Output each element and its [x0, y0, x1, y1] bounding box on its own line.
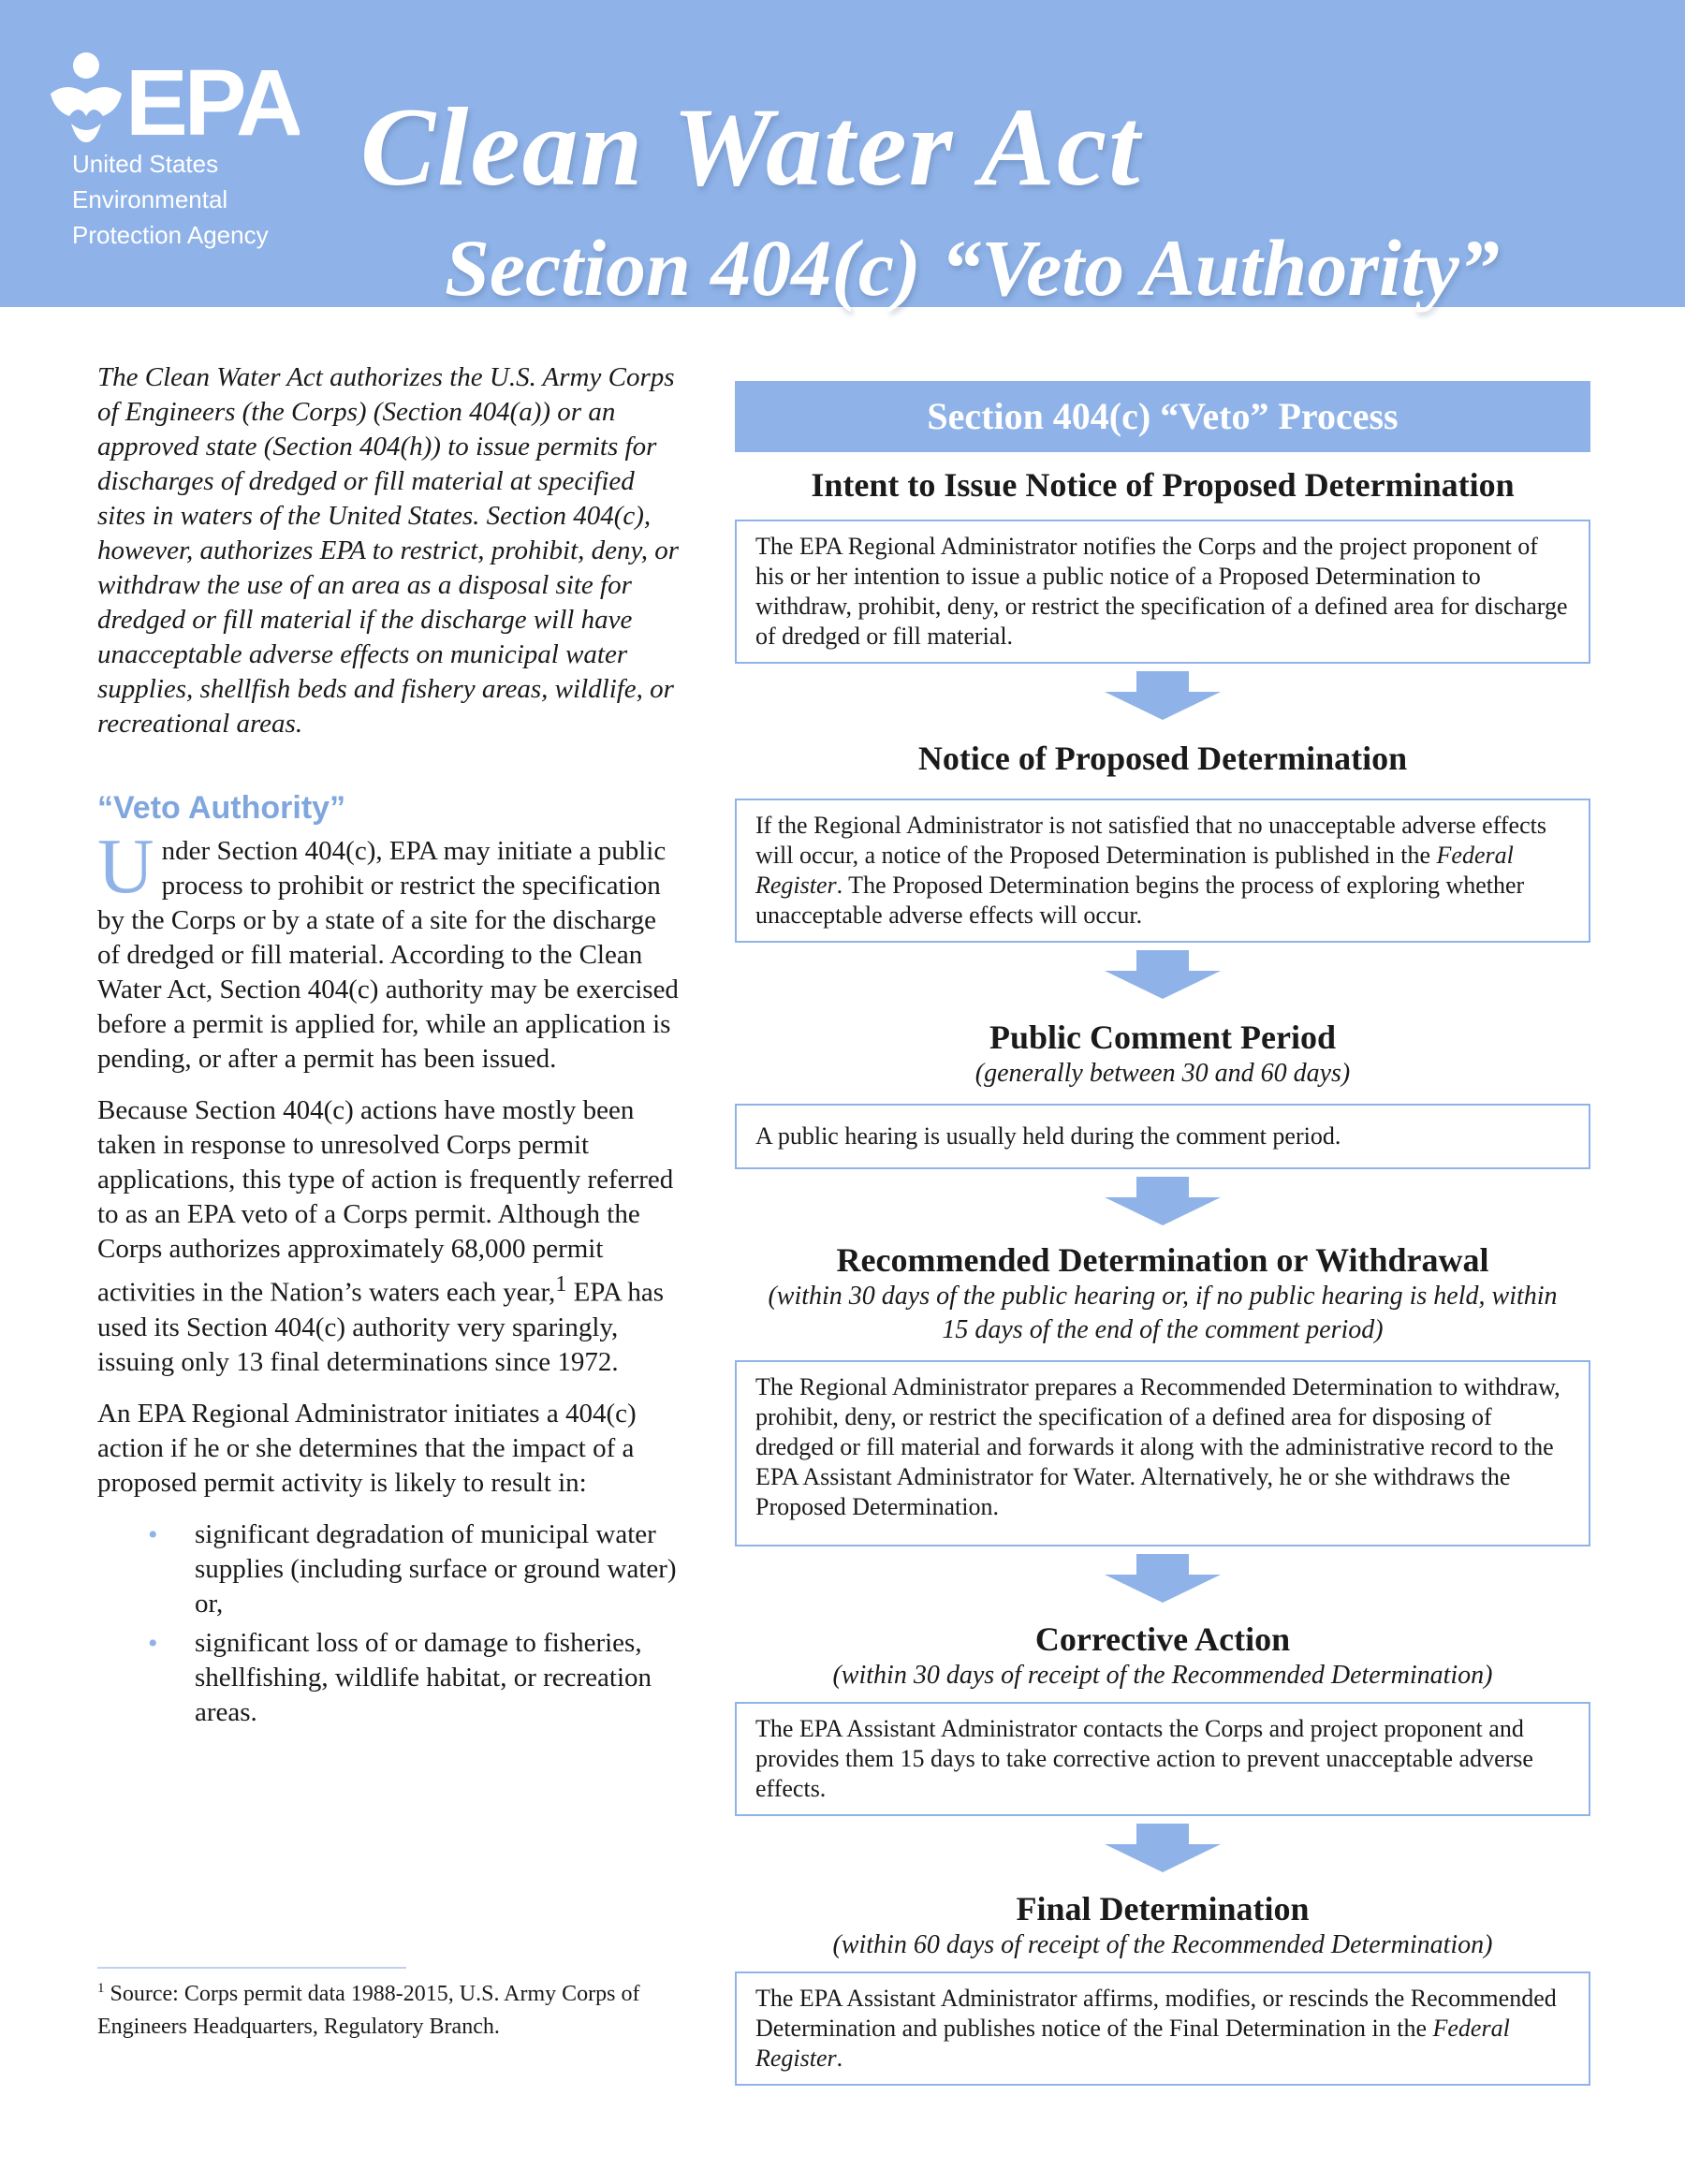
veto-authority-heading: “Veto Authority” [97, 790, 346, 826]
page-subtitle: Section 404(c) “Veto Authority” [445, 223, 1500, 313]
footnote-text: Source: Corps permit data 1988-2015, U.S. Army Corps of Engineers Headquarters, Regulatory Branch. [97, 1982, 640, 2039]
agency-line: Protection Agency [72, 221, 269, 249]
down-arrow-icon [1105, 1824, 1221, 1872]
step-title: Intent to Issue Notice of Proposed Determination [811, 466, 1515, 504]
step-title: Final Determination [1016, 1890, 1310, 1927]
intro-paragraph: The Clean Water Act authorizes the U.S. Army Corps of Engineers (the Corps) (Section 404(a)) or an approved state (Section 404(h)) to issue permits for discharges of dredged or fill material at specified sites in waters of the United States. Section 404(c), however, authorizes EPA to restrict, prohibit, deny, or withdraw the use of an area as a disposal site for dredged or fill material if the discharge will have unacceptable adverse effects on municipal water supplies, shellfish beds and fishery areas, wildlife, or recreational areas. [97, 362, 680, 739]
down-arrow-icon [1105, 950, 1221, 999]
bullet-dot-icon: • [148, 1627, 158, 1659]
step-box: A public hearing is usually held during the comment period. [735, 1104, 1590, 1169]
step-title: Notice of Proposed Determination [917, 740, 1408, 777]
list-item [148, 1517, 680, 1621]
agency-line: United States [72, 150, 219, 178]
step-box: The EPA Assistant Administrator contacts the Corps and project proponent and provides them 15 days to take corrective action to prevent unacceptable adverse effects. [735, 1702, 1590, 1816]
veto-paragraph-2-text-a: Because Section 404(c) actions have mostly been taken in response to unresolved Corps permit applications, this type of action is frequently referred to as an EPA veto of a Corps permit. Although the Corps authorizes approximately 68,000 permit activities in the Nation’s waters each year, [97, 1095, 674, 1308]
veto-paragraph-2-text-b: EPA has used its Section 404(c) authority very sparingly, issuing only 13 final determinations since 1972. [97, 1277, 664, 1377]
down-arrow-icon [1105, 1554, 1221, 1603]
step-box: The EPA Regional Administrator notifies the Corps and the project proponent of his or her intention to issue a public notice of a Proposed Determination to withdraw, prohibit, deny, or restrict the specification of a defined area for discharge of dredged or fill material. [735, 520, 1590, 664]
list-item-text: significant degradation of municipal water supplies (including surface or ground water) or, [195, 1518, 677, 1619]
process-banner: Section 404(c) “Veto” Process [735, 381, 1590, 452]
step-box: The Regional Administrator prepares a Recommended Determination to withdraw, prohibit, deny, or restrict the specification of a defined area for disposing of dredged or fill material and forwards it along with the administrative record to the EPA Assistant Administrator for Water. Alternatively, he or she withdraws the Proposed Determination. [735, 1360, 1590, 1546]
veto-paragraph-1-text: nder Section 404(c), EPA may initiate a public process to prohibit or restrict the specification by the Corps or by a state of a site for the discharge of dredged or fill material. According to the Clean Water Act, Section 404(c) authority may be exercised before a permit is applied for, while an application is pending, or after a permit has been issued. [97, 836, 679, 1074]
epa-logo [47, 49, 300, 142]
step-subtitle: (generally between 30 and 60 days) [974, 1059, 1351, 1088]
agency-line: Environmental [72, 185, 228, 213]
step-text: . The Proposed Determination begins the process of exploring whether unacceptable adverse effects will occur. [755, 872, 1525, 929]
step-subtitle: (within 30 days of receipt of the Recommended Determination) [832, 1661, 1493, 1690]
step-box [735, 799, 1590, 943]
down-arrow-icon [1105, 1177, 1221, 1225]
step-box [735, 1971, 1590, 2086]
step-subtitle: (within 60 days of receipt of the Recommended Determination) [832, 1930, 1493, 1959]
step-text: If the Regional Administrator is not satisfied that no unacceptable adverse effects will occur, a notice of the Proposed Determination is published in the [755, 812, 1546, 869]
page-title: Clean Water Act [360, 84, 1142, 209]
veto-paragraph-3: An EPA Regional Administrator initiates a 404(c) action if he or she determines that the impact of a proposed permit activity is likely to result in: [97, 1398, 637, 1498]
step-text-emphasis: Federal Register [755, 2015, 1510, 2072]
step-title: Public Comment Period [989, 1019, 1336, 1056]
list-item [148, 1626, 680, 1730]
header-banner [0, 0, 1685, 313]
step-text-emphasis: Federal Register [755, 842, 1514, 899]
list-item-text: significant loss of or damage to fisheries, shellfishing, wildlife habitat, or recreation areas. [195, 1627, 652, 1727]
veto-paragraph-2 [97, 1093, 680, 1380]
footnote-divider [97, 1967, 406, 1969]
footnote-mark: 1 [97, 1981, 105, 1996]
step-subtitle: (within 30 days of the public hearing or, if no public hearing is held, within 15 days of the end of the comment period) [768, 1282, 1558, 1344]
epa-flower-logo-icon [47, 49, 300, 142]
down-arrow-icon [1105, 671, 1221, 720]
footnote-ref: 1 [555, 1271, 567, 1297]
left-column [97, 360, 680, 1735]
criteria-list [97, 1517, 680, 1730]
bullet-dot-icon: • [148, 1518, 158, 1550]
step-text: The EPA Assistant Administrator affirms, modifies, or rescinds the Recommended Determination and publishes notice of the Final Determination in the [755, 1985, 1557, 2042]
veto-paragraph-1 [97, 823, 680, 1077]
step-text: . [836, 2045, 843, 2072]
logo-text: EPA [125, 51, 300, 142]
footnote [97, 1972, 696, 2044]
agency-name [72, 146, 269, 253]
step-title: Recommended Determination or Withdrawal [836, 1241, 1489, 1279]
drop-cap: U [97, 823, 154, 910]
process-column [735, 381, 1590, 2086]
step-title: Corrective Action [1034, 1620, 1291, 1658]
